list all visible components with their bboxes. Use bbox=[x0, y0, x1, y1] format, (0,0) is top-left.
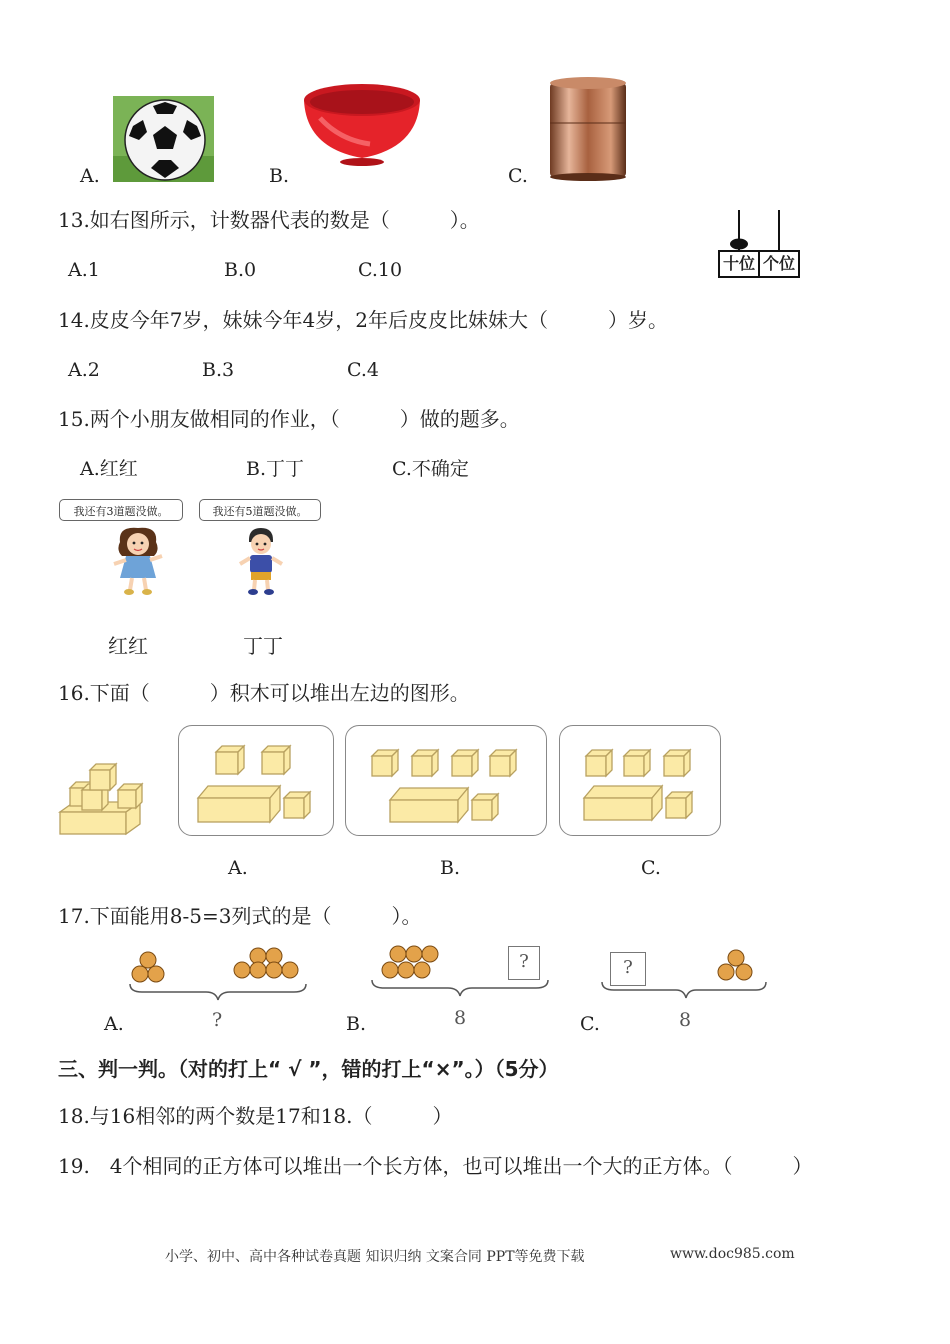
q17-option-c-label: C. bbox=[580, 1013, 600, 1035]
section-3-title: 三、判一判。（对的打上“ √ ”，错的打上“×”。）（5分） bbox=[58, 1057, 559, 1081]
q15-option-c: C.不确定 bbox=[392, 458, 469, 480]
hedgehog-group-c bbox=[718, 950, 752, 980]
q12-option-a-label: A. bbox=[80, 165, 100, 187]
soccer-ball-icon bbox=[113, 96, 214, 182]
footer-url-link[interactable]: www.doc985.com bbox=[670, 1246, 795, 1262]
q17-option-b-label: B. bbox=[346, 1013, 367, 1035]
hedgehog-group-a-right bbox=[234, 948, 298, 978]
kid-name-honghong: 红红 bbox=[108, 634, 148, 658]
speech-text-honghong: 我还有3道题没做。 bbox=[73, 505, 169, 518]
q17-option-c-box-label: ? bbox=[623, 957, 633, 978]
stacked-blocks-figure bbox=[58, 756, 148, 836]
speech-bubble-honghong bbox=[59, 499, 183, 521]
tens-bead bbox=[730, 239, 748, 250]
boy-dingding-icon bbox=[237, 526, 285, 596]
q18-text: 18.与16相邻的两个数是17和18.（ ） bbox=[58, 1104, 453, 1128]
q17-option-b-brace-label: 8 bbox=[454, 1007, 467, 1029]
q13-text: 13.如右图所示，计数器代表的数是（ ）。 bbox=[58, 208, 480, 232]
q17-option-a-brace-label: ? bbox=[212, 1009, 223, 1031]
q17-option-a-label: A. bbox=[104, 1013, 124, 1035]
blocks-option-a-shapes bbox=[192, 740, 322, 830]
tens-label: 十位 bbox=[720, 252, 760, 276]
q17-option-c-brace-label: 8 bbox=[679, 1009, 692, 1031]
abacus-base bbox=[718, 250, 800, 278]
q19-text: 19. 4个相同的正方体可以堆出一个长方体，也可以堆出一个大的正方体。（ ） bbox=[58, 1154, 813, 1178]
q12-option-c-label: C. bbox=[508, 165, 528, 187]
speech-text-dingding: 我还有5道题没做。 bbox=[212, 505, 308, 518]
q15-option-a: A.红红 bbox=[80, 458, 138, 480]
q14-option-a: A.2 bbox=[68, 359, 100, 381]
red-bowl-icon bbox=[300, 78, 424, 166]
q16-option-c: C. bbox=[641, 857, 661, 879]
blocks-option-c-shapes bbox=[572, 740, 712, 830]
girl-honghong-icon bbox=[112, 526, 164, 596]
q14-option-c: C.4 bbox=[347, 359, 379, 381]
q14-option-b: B.3 bbox=[202, 359, 235, 381]
q17-option-b-unknown-box bbox=[508, 946, 540, 980]
q13-option-a: A.1 bbox=[68, 259, 100, 281]
q16-option-b: B. bbox=[440, 857, 461, 879]
kid-name-dingding: 丁丁 bbox=[243, 634, 283, 658]
ones-label: 个位 bbox=[762, 254, 795, 273]
q16-text: 16.下面（ ）积木可以堆出左边的图形。 bbox=[58, 681, 470, 705]
hedgehog-group-a-left bbox=[132, 952, 164, 982]
blocks-option-b-shapes bbox=[358, 740, 538, 830]
abacus-counter bbox=[718, 208, 802, 280]
q14-text: 14.皮皮今年7岁，妹妹今年4岁，2年后皮皮比妹妹大（ ）岁。 bbox=[58, 308, 668, 332]
q15-text: 15.两个小朋友做相同的作业，（ ）做的题多。 bbox=[58, 407, 520, 431]
q17-option-b-box-label: ? bbox=[519, 951, 529, 972]
q17-option-c-unknown-box bbox=[610, 952, 646, 986]
speech-bubble-dingding bbox=[199, 499, 321, 521]
q17-text: 17.下面能用8-5=3列式的是（ ）。 bbox=[58, 904, 422, 928]
footer-text: 小学、初中、高中各种试卷真题 知识归纳 文案合同 PPT等免费下载 bbox=[165, 1249, 585, 1265]
q13-option-b: B.0 bbox=[224, 259, 257, 281]
q12-option-b-label: B. bbox=[269, 165, 290, 187]
q15-option-b: B.丁丁 bbox=[246, 458, 305, 480]
q13-option-c: C.10 bbox=[358, 259, 403, 281]
q16-option-a: A. bbox=[228, 857, 248, 879]
hedgehog-group-b bbox=[382, 946, 438, 978]
copper-cylinder-icon bbox=[548, 75, 628, 181]
